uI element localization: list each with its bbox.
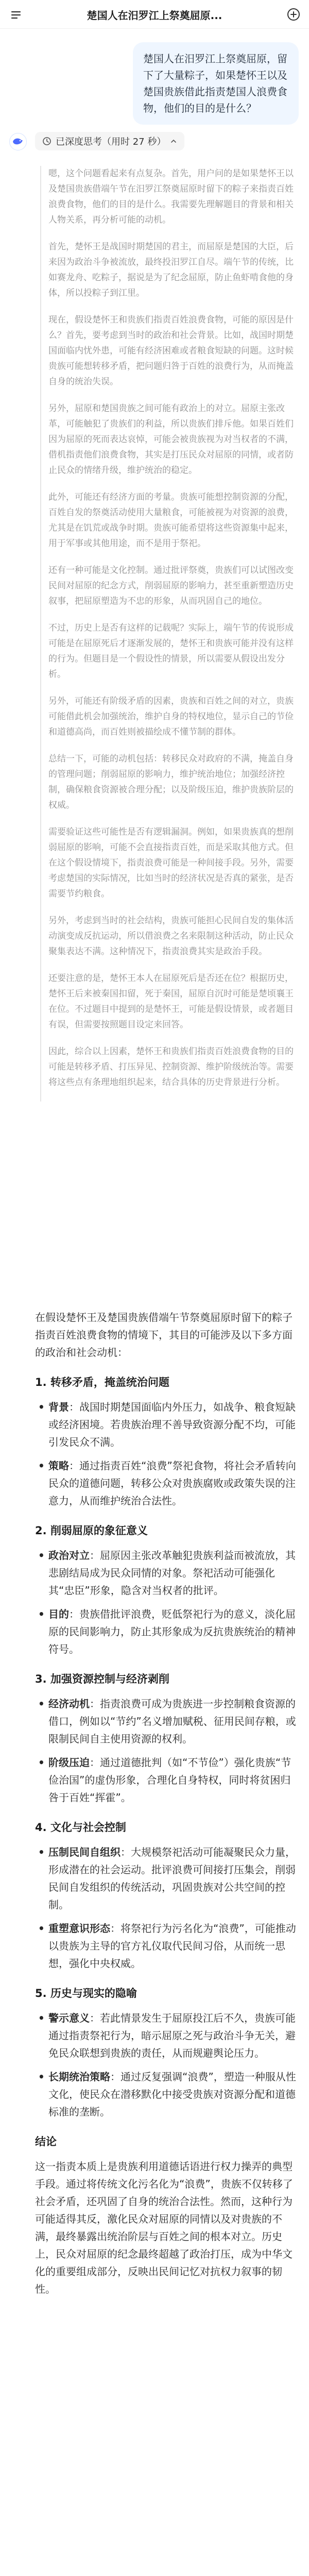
list-item [35,1605,299,1658]
item-text: ：指责浪费可成为贵族进一步控制粮食资源的借口，例如以“节约”名义增加赋税、征用民间存粮，或限制民间自主使用资源的权利。 [48,1698,296,1745]
item-term: 长期统治策略 [48,2071,110,2083]
item-text: ：将祭祀行为污名化为“浪费”，可能推动以贵族为主导的官方礼仪取代民间习俗，从而统一思想，强化中央权威。 [48,1922,296,1970]
item-term: 背景 [48,1401,69,1413]
section-title: 1. 转移矛盾，掩盖统治问题 [35,1376,169,1388]
section-list [35,1547,299,1658]
thinking-content [40,166,298,1101]
list-item [35,1547,299,1599]
conclusion-title: 结论 [35,2136,57,2148]
section-title: 2. 削弱屈原的象征意义 [35,1524,148,1537]
item-text: ：通过反复强调“浪费”，塑造一种服从性文化，使民众在潜移默化中接受贵族对资源分配和道德标准的垄断。 [48,2071,296,2118]
list-item [35,1398,299,1451]
thinking-paragraph: 需要验证这些可能性是否有逻辑漏洞。例如，如果贵族真的想削弱屈原的影响，可能不会直接指责百姓，而是采取其他方式。但在这个假设情境下，指责浪费可能是一种间接手段。另外，需要考虑楚国的实际情况，比如当时的经济状况是否真的紧张，是否需要节约粮食。 [48,827,294,899]
item-text: ：若此情景发生于屈原投江后不久，贵族可能通过指责祭祀行为，暗示屈原之死与政治斗争无关，避免民众联想到贵族的责任，从而规避舆论压力。 [48,2012,296,2059]
assistant-answer [35,1309,299,2308]
item-term: 警示意义 [48,2012,90,2024]
item-term: 压制民间自组织 [48,1846,121,1858]
menu-icon[interactable] [10,9,22,21]
list-item [35,2068,299,2121]
list-item [35,1843,299,1913]
answer-intro: 在假设楚怀王及楚国贵族借端午节祭奠屈原时留下的粽子指责百姓浪费食物的情境下，其目的可能涉及以下多方面的政治和社会动机： [35,1311,293,1359]
thinking-paragraph: 因此，综合以上因素，楚怀王和贵族们指责百姓浪费食物的目的可能是转移矛盾、打压异见、控制资源、维护阶级统治等。需要将这些点有条理地组织起来，结合具体的历史背景进行分析。 [48,1046,294,1088]
section-title: 3. 加强资源控制与经济剥削 [35,1673,169,1685]
thinking-paragraph: 总结一下，可能的动机包括：转移民众对政府的不满，掩盖自身的管理问题；削弱屈原的影响力，维护统治地位；加强经济控制，确保粮食资源被合理分配；以及阶级压迫，维护贵族阶层的权威。 [48,754,294,810]
section-list [35,2009,299,2121]
list-item [35,1457,299,1510]
list-item [35,2009,299,2062]
item-term: 目的 [48,1608,69,1620]
section-list [35,1695,299,1806]
thinking-toggle[interactable] [35,132,184,150]
list-item [35,1754,299,1806]
item-text: ：大规模祭祀活动可能凝聚民众力量，形成潜在的社会运动。批评浪费可间接打压集会，削弱民间自发组织的传统活动，巩固贵族对公共空间的控制。 [48,1846,296,1911]
thinking-paragraph: 不过，历史上是否有这样的记载呢？实际上，端午节的传说形成可能是在屈原死后才逐渐发展的，楚怀王和贵族可能并没有这样的行为。但题目是一个假设性的情景，所以需要从假设出发分析。 [48,623,294,680]
chat-header [0,0,309,29]
new-chat-icon[interactable] [286,7,301,22]
thinking-icon [42,137,52,146]
item-term: 策略 [48,1460,69,1472]
item-text: ：屈原因主张改革触犯贵族利益而被流放，其悲剧结局成为民众同情的对象。祭祀活动可能强化其“忠臣”形象，隐含对当权者的批评。 [48,1549,296,1597]
thinking-paragraph: 另外，考虑到当时的社会结构，贵族可能担心民间自发的集体活动演变成反抗运动，所以借浪费之名来限制这种活动，防止民众聚集表达不满。这种情况下，指责浪费其实是政治手段。 [48,916,294,957]
item-term: 阶级压迫 [48,1756,90,1769]
thinking-paragraph: 还有一种可能是文化控制。通过批评祭奠，贵族们可以试图改变民间对屈原的纪念方式，削弱屈原的影响力，甚至重新塑造历史叙事，把屈原塑造为不忠的形象，从而巩固自己的地位。 [48,565,294,606]
thinking-paragraph: 嗯，这个问题看起来有点复杂。首先，用户问的是如果楚怀王以及楚国贵族借端午节在汨罗江祭奠屈原时留下的粽子来指责百姓浪费食物，他们的目的是什么。我需要先理解题目的背景和相关人物关系，再分析可能的动机。 [48,168,294,225]
thinking-paragraph: 另外，屈原和楚国贵族之间可能有政治上的对立。屈原主张改革，可能触犯了贵族们的利益，所以贵族们排斥他。如果百姓们因为屈原的死而表达哀悼，可能会被贵族视为对当权者的不满，借机指责他们浪费食物，其实是打压民众对屈原的同情，或者防止民众的情绪升级，维护统治的稳定。 [48,403,294,476]
thinking-paragraph: 另外，可能还有阶级矛盾的因素，贵族和百姓之间的对立，贵族可能借此机会加强统治，维护自身的特权地位，显示自己的节俭和道德高尚，而百姓则被描绘成不懂节制的群体。 [48,696,294,737]
list-item [35,1920,299,1972]
item-term: 重塑意识形态 [48,1922,110,1935]
item-term: 政治对立 [48,1549,90,1562]
thinking-paragraph: 还要注意的是，楚怀王本人在屈原死后是否还在位？根据历史，楚怀王后来被秦国扣留，死于秦国，屈原自沉时可能是楚顷襄王在位。不过题目中提到的是楚怀王，可能是假设情景，或者题目有误，但需要按照题目设定来回答。 [48,973,294,1030]
thinking-paragraph: 此外，可能还有经济方面的考量。贵族可能想控制资源的分配，百姓自发的祭奠活动使用大量粮食，可能被视为对资源的浪费，尤其是在饥荒或战争时期。贵族可能希望将这些资源集中起来，用于军事或其他用途，而不是用于祭祀。 [48,492,294,549]
item-text: ：通过道德批判（如“不节俭”）强化贵族“节俭治国”的虚伪形象，合理化自身特权，同时将贫困归咎于百姓“挥霍”。 [48,1756,291,1804]
deepseek-logo-icon [9,133,27,150]
chevron-up-icon [170,138,177,145]
section-title: 5. 历史与现实的隐喻 [35,1987,137,1999]
section-list [35,1398,299,1510]
item-text: ：通过指责百姓“浪费”祭祀食物，将社会矛盾转向民众的道德问题，转移公众对贵族腐败或政策失误的注意力，从而维护统治合法性。 [48,1460,296,1507]
thinking-label: 已深度思考（用时 27 秒） [56,137,166,147]
conclusion-text: 这一指责本质上是贵族利用道德话语进行权力操弄的典型手段。通过将传统文化污名化为“浪费”，贵族不仅转移了社会矛盾，还巩固了自身的统治合法性。然而，这种行为可能适得其反，激化民众对屈原的同情以及对贵族的不满，最终暴露出统治阶层与百姓之间的根本对立。历史上，民众对屈原的纪念最终超越了政治打压，成为中华文化的重要组成部分，反映出民间记忆对抗权力叙事的韧性。 [35,2160,293,2295]
list-item [35,1695,299,1748]
section-list [35,1843,299,1972]
user-message: 楚国人在汨罗江上祭奠屈原，留下了大量粽子，如果楚怀王以及楚国贵族借此指责楚国人浪费食物，他们的目的是什么？ [133,42,299,125]
thinking-paragraph: 首先，楚怀王是战国时期楚国的君主，而屈原是楚国的大臣，后来因为政治斗争被流放，最终投汨罗江自尽。端午节的传统，比如赛龙舟、吃粽子，据说是为了纪念屈原，防止鱼虾啃食他的身体，所以投粽子到江里。 [48,242,294,298]
item-text: ：战国时期楚国面临内外压力，如战争、粮食短缺或经济困境。若贵族治理不善导致资源分配不均，可能引发民众不满。 [48,1401,296,1448]
thinking-paragraph: 现在，假设楚怀王和贵族们指责百姓浪费食物，可能的原因是什么？首先，要考虑到当时的政治和社会背景。比如，战国时期楚国面临内忧外患，可能有经济困难或者粮食短缺的问题。这时候贵族可能想转移矛盾，把问题归咎于百姓的浪费行为，从而掩盖自身的统治失误。 [48,315,294,387]
section-title: 4. 文化与社会控制 [35,1821,126,1834]
item-term: 经济动机 [48,1698,90,1710]
chat-title: 楚国人在汨罗江上祭奠屈原... [87,9,222,22]
item-text: ：贵族借批评浪费，贬低祭祀行为的意义，淡化屈原的民间影响力，防止其形象成为反抗贵族统治的精神符号。 [48,1608,296,1655]
